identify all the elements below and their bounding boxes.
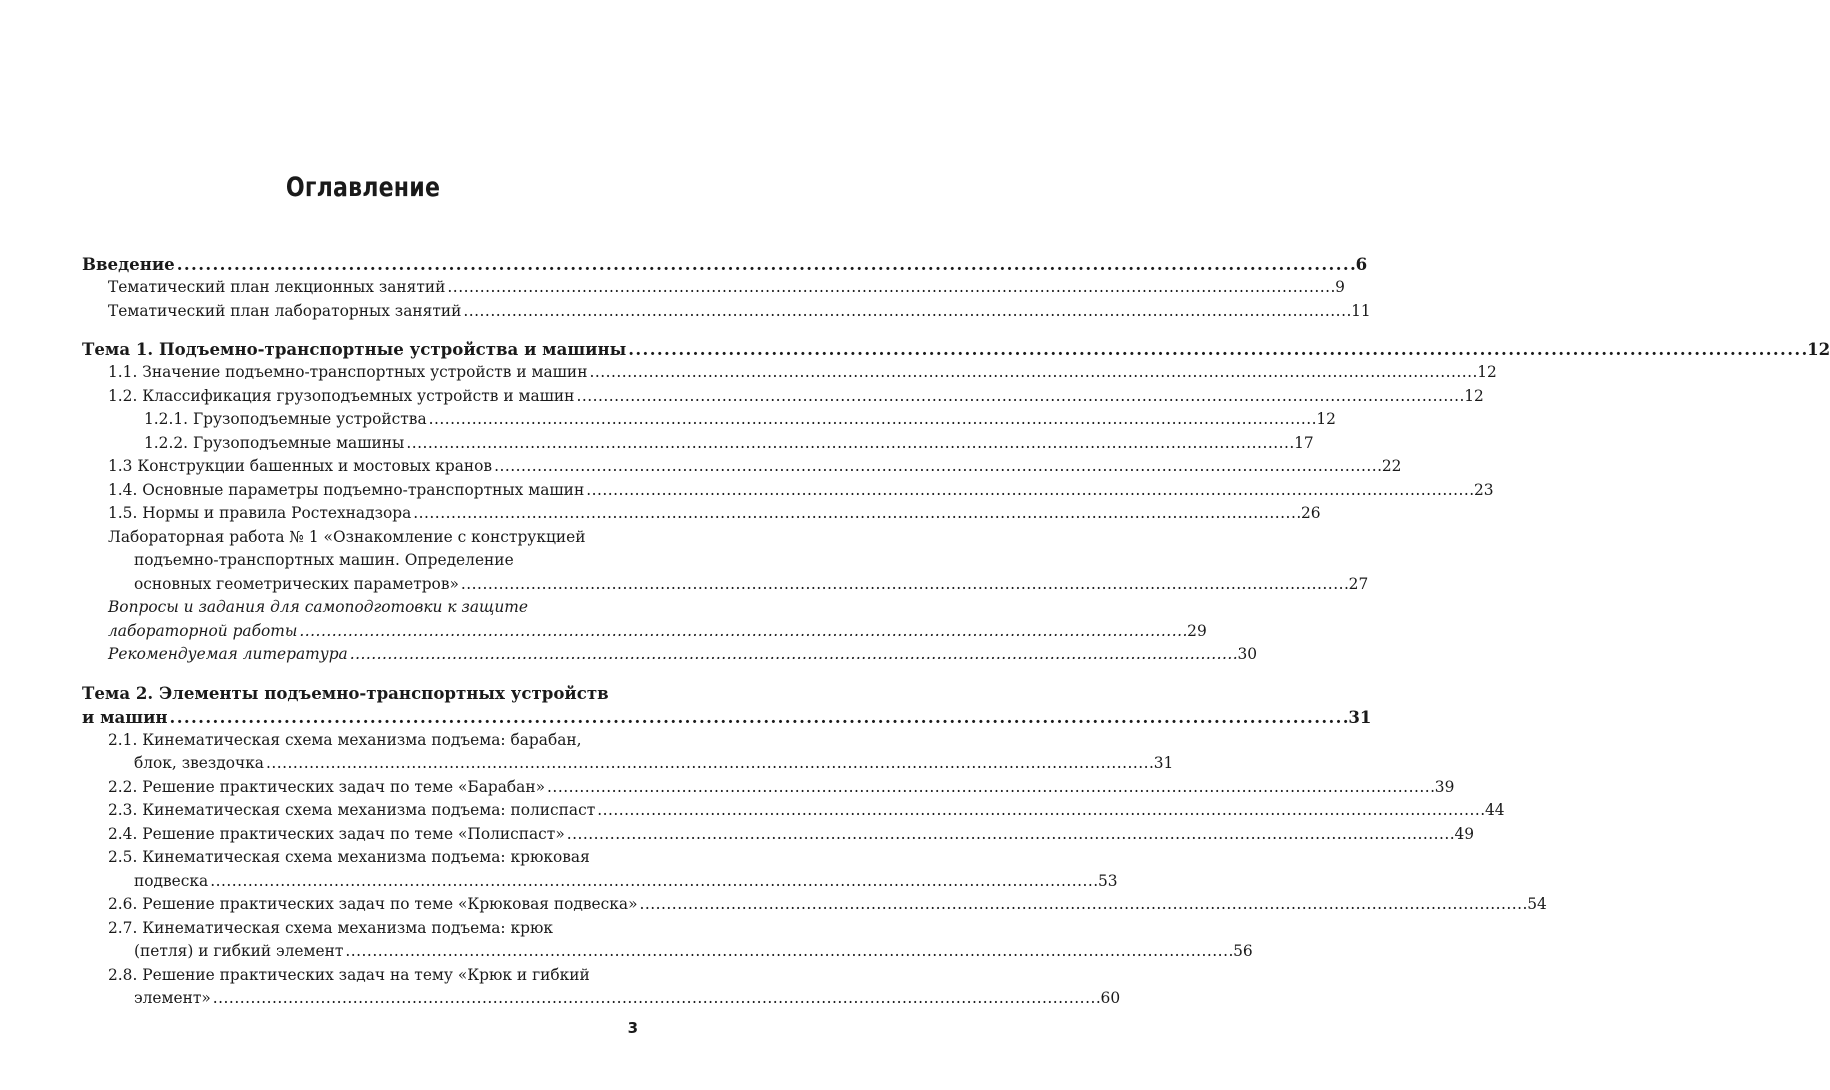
toc-entry-title-line: блок, звездочка xyxy=(134,754,264,772)
toc-entry-page: 22 xyxy=(1381,457,1402,475)
toc-entry-2-2[interactable] xyxy=(82,776,1455,800)
toc-entry-title-line: Вопросы и задания для самоподготовки к защите xyxy=(108,598,529,616)
toc-entry-2-3[interactable] xyxy=(82,799,1505,823)
toc-entry-page: 12 xyxy=(1464,386,1484,405)
toc-entry-title-line: лабораторной работы xyxy=(108,621,298,640)
toc-entry-title-line: 2.7. Кинематическая схема механизма подъема: крюк xyxy=(108,918,553,937)
toc-entry-title: 1.2.1. Грузоподъемные устройства xyxy=(144,410,427,428)
toc-entry-title: Тематический план лабораторных занятий xyxy=(108,301,462,320)
toc-entry-page: 26 xyxy=(1301,504,1321,522)
toc-entry-title: 1.2. Классификация грузоподъемных устройств и машин xyxy=(108,386,575,405)
toc-entry-page: 27 xyxy=(1348,574,1369,593)
toc-entry-lecture-plan[interactable] xyxy=(82,276,1345,300)
toc-entry-page: 11 xyxy=(1351,301,1371,320)
toc-entry-title-line: 2.5. Кинематическая схема механизма подъема: крюковая xyxy=(108,848,590,866)
toc-entry-title-line: и машин xyxy=(82,706,168,727)
toc-entry-page: 53 xyxy=(1097,871,1118,890)
toc-entry-title: 1.5. Нормы и правила Ростехнадзора xyxy=(108,504,412,522)
toc-entry-title-line: подъемно-транспортных машин. Определение xyxy=(134,551,514,569)
toc-entry-2-1[interactable] xyxy=(82,729,1174,776)
toc-entry-page: 29 xyxy=(1187,621,1207,640)
toc-entry-title: 2.4. Решение практических задач по теме «Полиспаст» xyxy=(108,824,565,843)
toc-entry-page: 39 xyxy=(1434,777,1455,796)
toc-entry-lab-work-1[interactable] xyxy=(82,526,1369,597)
toc-entry-page: 56 xyxy=(1233,942,1253,960)
toc-entry-page: 9 xyxy=(1335,278,1345,296)
page-title: Оглавление xyxy=(285,172,441,203)
toc-entry-introduction[interactable] xyxy=(82,252,1368,276)
toc-entry-page: 17 xyxy=(1294,433,1314,452)
toc-entry-2-5[interactable] xyxy=(82,846,1118,893)
toc-entry-chapter-2[interactable] xyxy=(82,681,1372,729)
toc-entry-page: 54 xyxy=(1527,895,1547,913)
toc-entry-lab-plan[interactable] xyxy=(82,300,1371,324)
toc-entry-title-line: подвеска xyxy=(134,871,209,890)
toc-entry-title: 2.3. Кинематическая схема механизма подъема: полиспаст xyxy=(108,801,596,819)
toc-entry-page: 23 xyxy=(1473,480,1494,499)
toc-entry-title-line: основных геометрических параметров» xyxy=(134,574,459,593)
toc-entry-1-2[interactable] xyxy=(82,385,1484,409)
toc-entry-title-line: Тема 2. Элементы подъемно-транспортных устройств xyxy=(82,682,609,703)
toc-entry-1-2-2[interactable] xyxy=(82,432,1314,456)
toc-entry-1-2-1[interactable] xyxy=(82,408,1336,432)
toc-entry-literature-1[interactable] xyxy=(82,643,1258,667)
toc-entry-1-1[interactable] xyxy=(82,361,1497,385)
page-number: 3 xyxy=(627,1019,638,1037)
toc-entry-page: 31 xyxy=(1153,754,1174,772)
toc-entry-page: 60 xyxy=(1100,989,1121,1007)
toc-entry-page: 6 xyxy=(1355,254,1368,274)
toc-entry-title: 1.2.2. Грузоподъемные машины xyxy=(144,433,405,452)
toc-entry-title-line: (петля) и гибкий элемент xyxy=(134,942,344,960)
toc-entry-1-4[interactable] xyxy=(82,479,1494,503)
toc-entry-title: Рекомендуемая литература xyxy=(108,645,348,663)
toc-entry-2-8[interactable] xyxy=(82,964,1121,1011)
toc-entry-title-line: 2.1. Кинематическая схема механизма подъема: барабан, xyxy=(108,730,582,749)
toc-entry-1-5[interactable] xyxy=(82,502,1321,526)
toc-entry-page: 30 xyxy=(1237,645,1258,663)
toc-entry-title: 2.2. Решение практических задач по теме «Барабан» xyxy=(108,777,546,796)
toc-entry-title: 1.3 Конструкции башенных и мостовых кранов xyxy=(108,457,493,475)
toc-entry-title: 1.4. Основные параметры подъемно-транспортных машин xyxy=(108,480,585,499)
toc-entry-2-6[interactable] xyxy=(82,893,1547,917)
toc-entry-page: 44 xyxy=(1484,801,1505,819)
toc-entry-page: 31 xyxy=(1348,706,1372,727)
toc-entry-title-line: элемент» xyxy=(134,989,211,1007)
toc-entry-title: 1.1. Значение подъемно-транспортных устройств и машин xyxy=(108,363,588,381)
toc-entry-2-4[interactable] xyxy=(82,823,1475,847)
toc-entry-page: 49 xyxy=(1454,824,1475,843)
toc-entry-title: Тематический план лекционных занятий xyxy=(108,278,446,296)
toc-entry-page: 12 xyxy=(1477,363,1497,381)
toc-entry-1-3[interactable] xyxy=(82,455,1402,479)
toc-entry-questions-1[interactable] xyxy=(82,596,1207,643)
toc-entry-page: 12 xyxy=(1316,410,1336,428)
table-of-contents xyxy=(82,252,1830,1011)
toc-entry-page: 12 xyxy=(1807,339,1830,359)
toc-entry-title-line: 2.8. Решение практических задач на тему «Крюк и гибкий xyxy=(108,965,590,984)
toc-entry-title: Тема 1. Подъемно-транспортные устройства и машины xyxy=(82,339,627,359)
toc-entry-2-7[interactable] xyxy=(82,917,1253,964)
toc-entry-title: Введение xyxy=(82,254,175,274)
toc-entry-title-line: Лабораторная работа № 1 «Ознакомление с конструкцией xyxy=(108,527,586,546)
toc-entry-title: 2.6. Решение практических задач по теме «Крюковая подвеска» xyxy=(108,895,638,913)
toc-entry-chapter-1[interactable] xyxy=(82,337,1830,361)
